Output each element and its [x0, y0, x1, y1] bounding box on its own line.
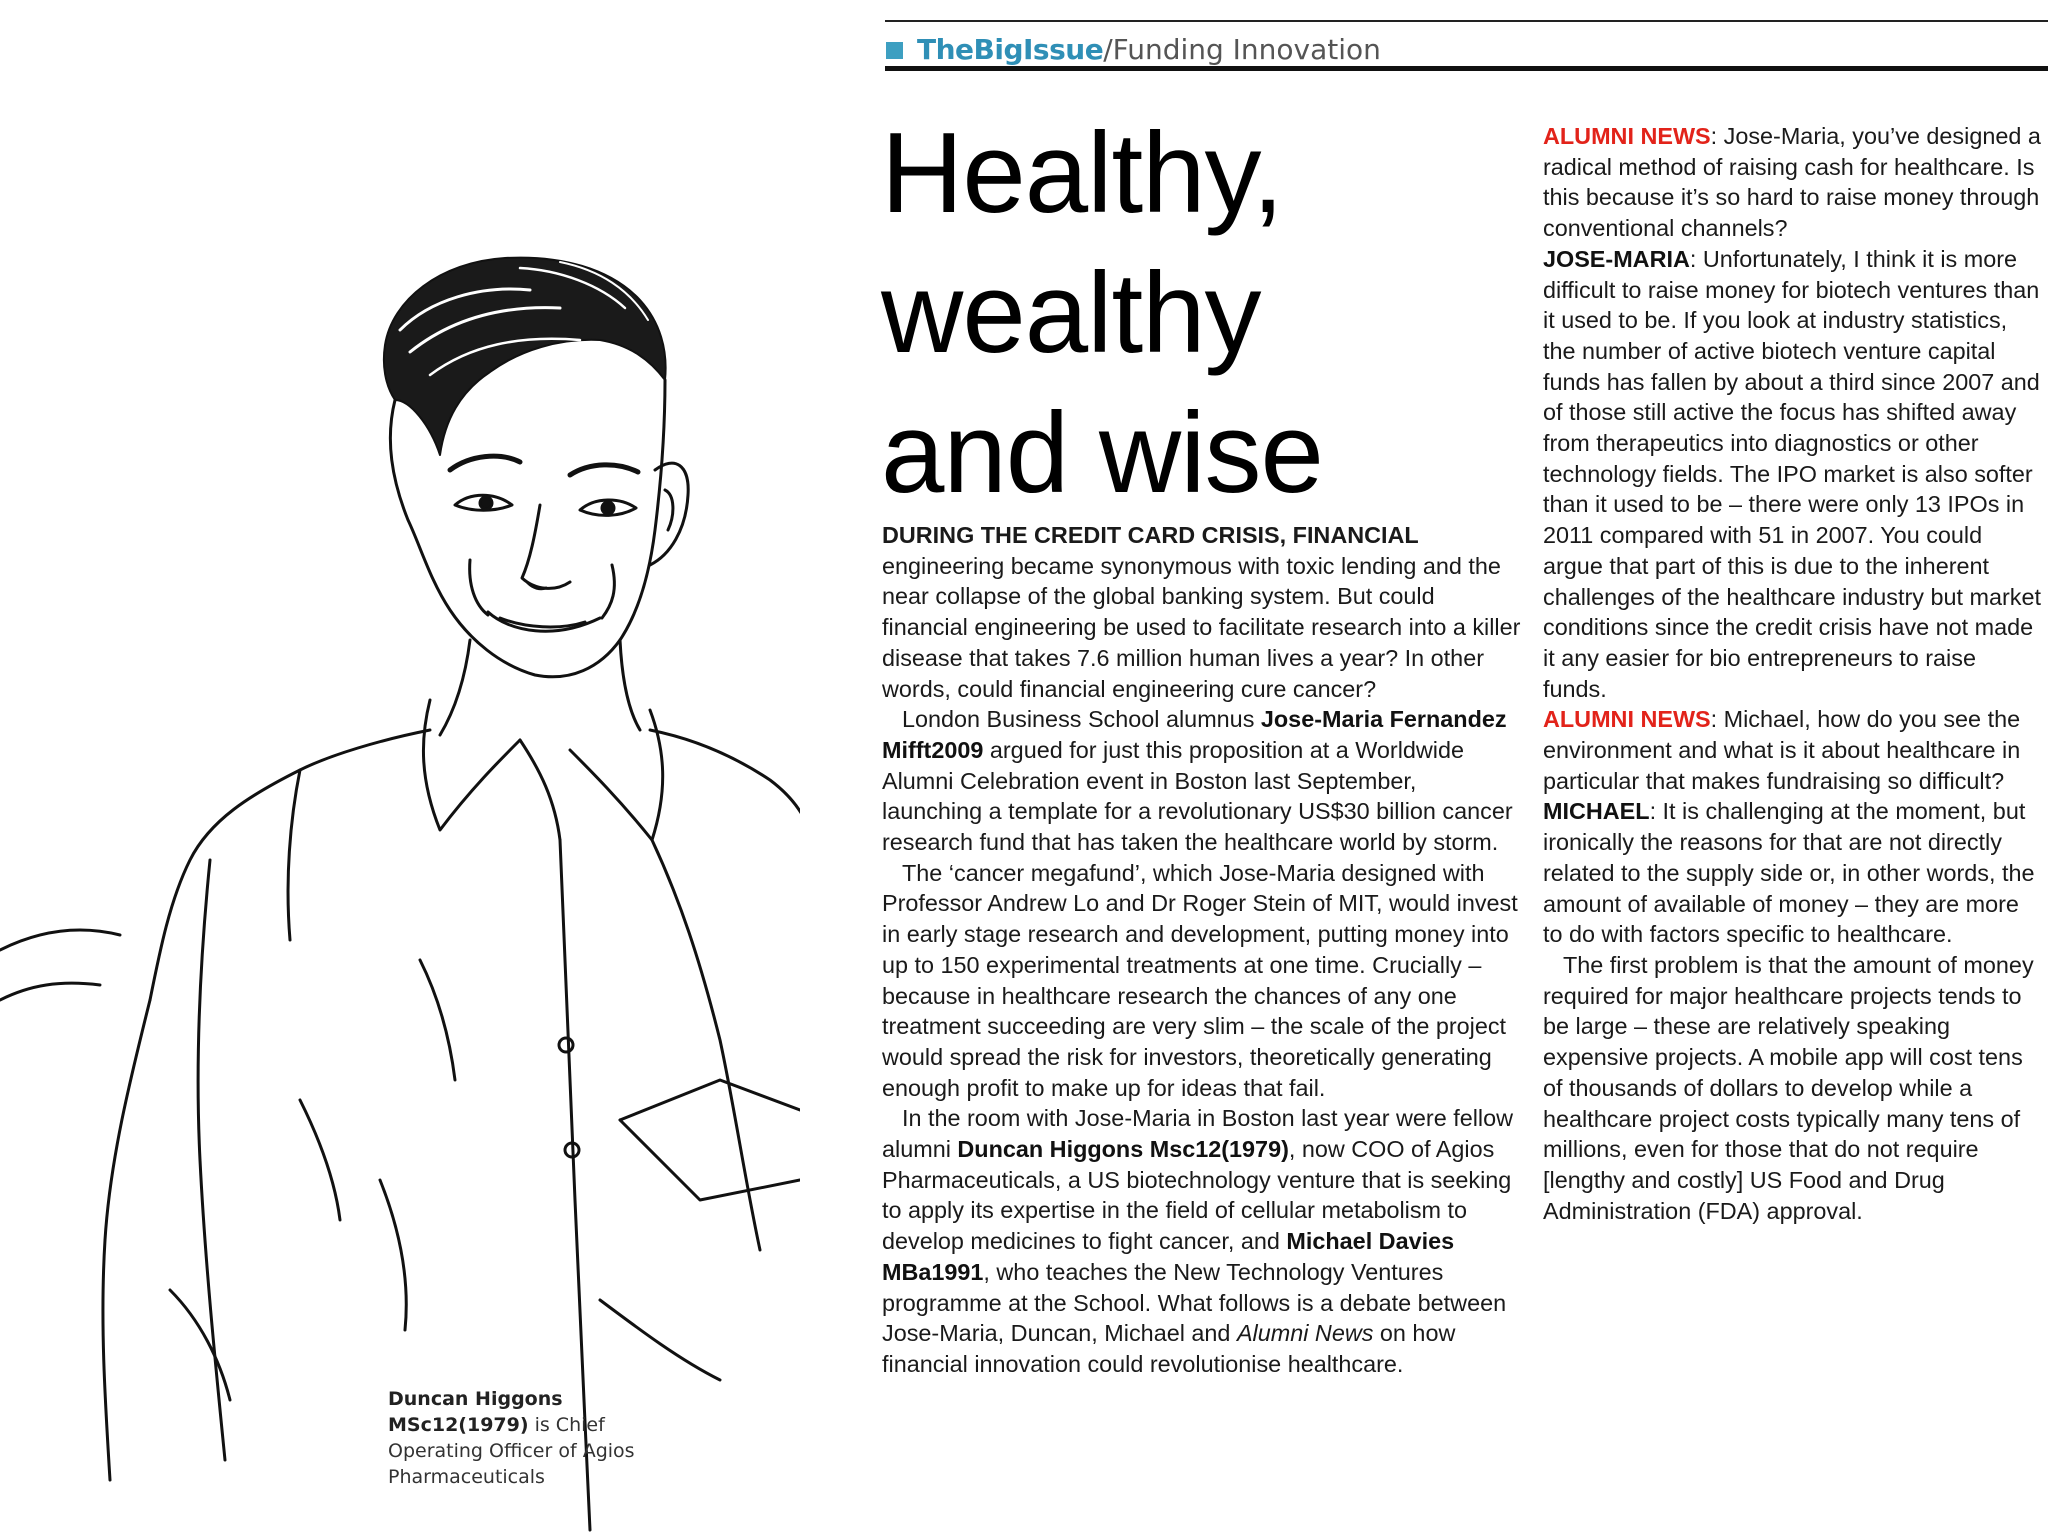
speaker-label: MICHAEL	[1543, 798, 1650, 825]
answer-1	[1543, 244, 2043, 705]
p4-text-d: on how financial innovation could revolutionise healthcare.	[882, 1320, 1456, 1377]
headline	[881, 104, 1501, 524]
header-rule	[885, 66, 2048, 71]
top-rule	[885, 20, 2048, 22]
question-2	[1543, 704, 2043, 796]
headline-line-3: and wise	[881, 390, 1323, 517]
section-marker-icon	[886, 42, 903, 59]
caption-degree: MSc12(1979)	[388, 1414, 529, 1436]
speaker-label: ALUMNI NEWS	[1543, 123, 1711, 149]
brand-name: TheBigIssue	[917, 33, 1104, 66]
publication-name: Alumni News	[1236, 1320, 1374, 1347]
portrait-drawing	[0, 0, 800, 1536]
section-name: /Funding Innovation	[1103, 33, 1381, 66]
intro-lead: DURING THE CREDIT CARD CRISIS, FINANCIAL	[882, 522, 1419, 548]
illustration-caption	[388, 1386, 638, 1490]
paragraph-2	[882, 704, 1522, 858]
caption-name: Duncan Higgons	[388, 1388, 563, 1410]
answer-text: : Unfortunately, I think it is more difficult to raise money for biotech ventures than it used to be. If you look at industry statistics, the number of active biotech venture capital funds has fallen by about a third since 2007 and of those still active the focus has shifted away from therapeutics into diagnostics or other technology fields. The IPO market is also softer than it used to be – there were only 13 IPOs in 2011 compared with 51 in 2007. You could argue that part of this is due to the inherent challenges of the healthcare industry but market conditions since the credit crisis have not made it any easier for bio entrepreneurs to raise funds.	[1543, 245, 2041, 702]
intro-text: engineering became synonymous with toxic lending and the near collapse of the global banking system. But could financial engineering be used to facilitate research into a killer disease that takes 7.6 million human lives a year? In other words, could financial engineering cure cancer?	[882, 552, 1521, 702]
answer-text: : It is challenging at the moment, but ironically the reasons for that are not directly related to the supply side or, in other words, the amount of available of money – they are more to do with factors specific to healthcare.	[1543, 798, 2035, 948]
headline-line-2: wealthy	[881, 250, 1261, 377]
p2-text-b: argued for just this proposition at a Worldwide Alumni Celebration event in Boston last September, launching a template for a revolutionary US$30 billion cancer research fund that has taken the healthcare world by storm.	[882, 736, 1513, 856]
section-header	[886, 30, 1381, 70]
caption-text: is Chief Operating Officer of Agios Pharmaceuticals	[388, 1414, 635, 1488]
question-text: : Michael, how do you see the environment and what is it about healthcare in particular that makes fundraising so difficult?	[1543, 706, 2021, 794]
p4-text-c: , who teaches the New Technology Ventures programme at the School. What follows is a debate between Jose-Maria, Duncan, Michael and	[882, 1258, 1507, 1347]
paragraph-4	[882, 1103, 1522, 1379]
question-text: : Jose-Maria, you’ve designed a radical method of raising cash for healthcare. Is this because it’s so hard to raise money through conventional channels?	[1543, 123, 2041, 242]
alumnus-name-duncan: Duncan Higgons Msc12(1979)	[957, 1136, 1289, 1163]
p4-text-a: In the room with Jose-Maria in Boston last year were fellow alumni	[882, 1105, 1514, 1163]
paragraph-last: The first problem is that the amount of money required for major healthcare projects tends to be large – these are relatively speaking expensive projects. A mobile app will cost tens of thousands of dollars to develop while a healthcare project costs typically many tens of millions, even for those that do not require [lengthy and costly] US Food and Drug Administration (FDA) approval.	[1543, 951, 2034, 1224]
article-column-2	[1543, 121, 2043, 1226]
portrait-illustration	[0, 0, 800, 1536]
headline-line-1: Healthy,	[881, 110, 1283, 237]
answer-2	[1543, 796, 2043, 950]
question-1	[1543, 121, 2043, 244]
alumnus-name-michael: Michael Davies MBa1991	[882, 1228, 1455, 1285]
alumnus-name: Jose-Maria Fernandez Mifft2009	[882, 706, 1507, 763]
article-column-1	[882, 520, 1522, 1380]
intro-paragraph	[882, 520, 1522, 704]
p2-text-a: London Business School alumnus	[902, 706, 1261, 733]
speaker-label: ALUMNI NEWS	[1543, 706, 1711, 733]
paragraph-3: The ‘cancer megafund’, which Jose-Maria designed with Professor Andrew Lo and Dr Roger Stein of MIT, would invest in early stage research and development, putting money into up to 150 experimental treatments at one time. Crucially – because in healthcare research the chances of any one treatment succeeding are very slim – the scale of the project would spread the risk for investors, theoretically generating enough profit to make up for ideas that fail.	[882, 859, 1518, 1101]
p4-text-b: , now COO of Agios Pharmaceuticals, a US biotechnology venture that is seeking to apply its expertise in the field of cellular metabolism to develop medicines to fight cancer, and	[882, 1136, 1512, 1255]
speaker-label: JOSE-MARIA	[1543, 245, 1690, 272]
